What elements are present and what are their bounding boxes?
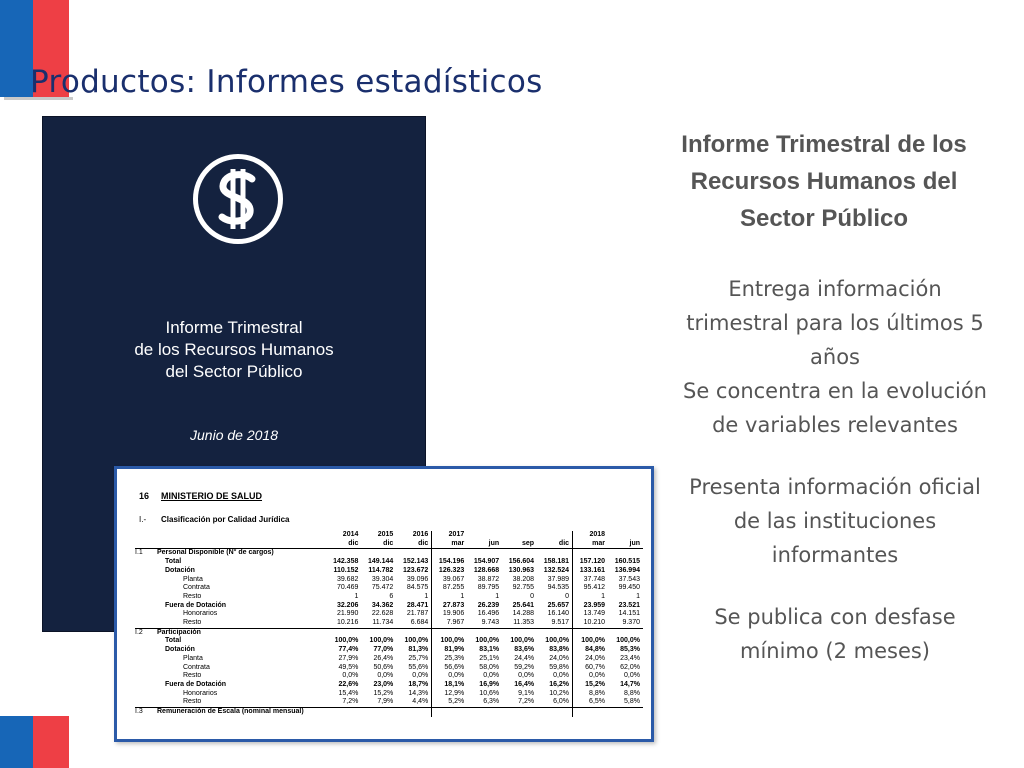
row-value: [608, 628, 643, 637]
row-value: 27,9%: [338, 654, 359, 662]
table-row: [135, 664, 643, 673]
row-label: Resto: [183, 619, 202, 627]
row-value: [608, 549, 643, 558]
row-value: 22,6%: [338, 680, 359, 688]
row-value: 59,8%: [549, 663, 570, 671]
paragraph-frequency: [650, 272, 1020, 442]
row-label: Fuera de Dotación: [165, 680, 227, 688]
table-subheading: [139, 515, 289, 524]
row-value: 25.641: [512, 601, 535, 609]
row-value: 14,7%: [620, 680, 640, 688]
row-value: [467, 708, 502, 717]
row-value: 157.120: [573, 558, 608, 567]
row-value: 18,7%: [408, 680, 429, 688]
data-table: [135, 531, 643, 717]
flag-blue-stripe: [0, 716, 33, 768]
row-value: 0,0%: [342, 672, 359, 680]
row-value: 0: [565, 592, 570, 600]
paragraph-line: mínimo (2 meses): [739, 639, 930, 663]
table-row: [135, 610, 643, 619]
header-month: jun: [629, 539, 640, 547]
row-value: 154.196: [432, 558, 467, 567]
row-value: 5,8%: [624, 698, 640, 706]
row-section-number: I.2: [135, 628, 143, 636]
row-value: 0,0%: [377, 672, 394, 680]
paragraph-line: Presenta información oficial: [689, 475, 981, 499]
cover-title-line: Informe Trimestral: [165, 318, 303, 337]
row-value: 28.471: [406, 601, 429, 609]
table-row: [135, 576, 643, 585]
row-value: 21.990: [336, 610, 359, 618]
row-label: Planta: [183, 654, 203, 662]
row-value: 60,7%: [573, 664, 608, 673]
row-value: 15,4%: [338, 689, 359, 697]
table-row: [135, 584, 643, 593]
paragraph-line: de variables relevantes: [712, 413, 958, 437]
row-value: 13.749: [573, 610, 608, 619]
row-value: 1: [424, 592, 429, 600]
table-number: 16: [139, 491, 150, 501]
table-row: [135, 672, 643, 681]
table-heading: [139, 491, 262, 501]
row-value: 24,0%: [549, 654, 570, 662]
row-value: 37.543: [618, 575, 640, 583]
row-value: 27.873: [432, 602, 467, 611]
row-label: Total: [165, 637, 182, 645]
row-value: 158.181: [543, 558, 570, 566]
row-label: Total: [165, 558, 182, 566]
row-value: 25.657: [547, 601, 570, 609]
row-value: 15,2%: [373, 689, 394, 697]
table-row: [135, 655, 643, 664]
header-month: dic: [558, 539, 570, 547]
paragraph-line: trimestral para los últimos 5: [686, 311, 984, 335]
row-value: 83,6%: [514, 646, 535, 654]
row-value: 1: [354, 592, 359, 600]
header-month: mar: [432, 540, 467, 549]
row-value: 100,0%: [510, 637, 535, 645]
row-value: 6: [389, 592, 394, 600]
row-value: 14.151: [618, 610, 640, 618]
row-value: 0,0%: [553, 672, 570, 680]
row-value: 100,0%: [334, 637, 359, 645]
table-row: [135, 637, 643, 646]
row-value: 34.362: [371, 601, 394, 609]
row-value: 6.684: [410, 619, 429, 627]
flag-red-stripe: [33, 716, 69, 768]
table-row: [135, 690, 643, 699]
row-value: 16,4%: [514, 680, 535, 688]
row-value: 26.239: [477, 601, 500, 609]
table-section-row: [135, 628, 643, 637]
row-value: 136.994: [614, 566, 640, 574]
row-value: 92.755: [512, 584, 535, 592]
paragraph-line: años: [810, 345, 860, 369]
row-label: Resto: [183, 698, 202, 706]
row-value: 10.210: [573, 619, 608, 628]
row-value: 9.517: [551, 619, 570, 627]
row-value: 12,9%: [432, 690, 467, 699]
table-section-number: I.-: [139, 515, 147, 524]
row-value: 0,0%: [432, 672, 467, 681]
table-row: [135, 681, 643, 690]
row-value: 21.787: [406, 610, 429, 618]
row-value: 100,0%: [432, 637, 467, 646]
cover-title-line: de los Recursos Humanos: [134, 340, 334, 359]
row-value: 7,2%: [518, 698, 535, 706]
row-value: 5,2%: [432, 698, 467, 707]
cover-title: [43, 317, 425, 383]
row-value: 58,0%: [479, 663, 500, 671]
row-value: 26,4%: [373, 654, 394, 662]
row-value: 0,0%: [518, 672, 535, 680]
header-year: 2016: [412, 531, 429, 538]
row-value: 23.959: [573, 602, 608, 611]
row-label: Contrata: [183, 584, 210, 592]
table-row: [135, 593, 643, 602]
row-value: 16,2%: [549, 680, 570, 688]
row-value: 8,8%: [573, 690, 608, 699]
row-value: 56,6%: [432, 664, 467, 673]
row-value: [361, 708, 396, 717]
row-value: 130.963: [508, 566, 535, 574]
header-year: 2014: [342, 531, 359, 538]
row-value: 84.575: [406, 584, 429, 592]
row-value: [326, 708, 361, 717]
row-value: 1: [432, 593, 467, 602]
row-value: 100,0%: [404, 637, 429, 645]
row-value: 25,7%: [408, 654, 429, 662]
row-value: [361, 549, 396, 558]
row-label: Planta: [183, 575, 203, 583]
table-section-title: Clasificación por Calidad Jurídica: [161, 515, 290, 524]
row-value: 38.872: [477, 575, 500, 583]
paragraph-line: informantes: [771, 543, 899, 567]
table-row: [135, 646, 643, 655]
right-heading: [650, 126, 998, 237]
header-month: dic: [383, 539, 394, 547]
row-value: 25,3%: [432, 655, 467, 664]
table-row: [135, 619, 643, 628]
row-value: [573, 628, 608, 637]
row-section-label: Remuneración de Escala (nominal mensual): [157, 708, 304, 716]
header-year: [537, 531, 572, 540]
row-value: 110.152: [333, 566, 359, 574]
slide-title: Productos: Informes estadísticos: [30, 64, 543, 100]
row-value: 23.521: [618, 601, 640, 609]
table-section-row: [135, 708, 643, 717]
row-value: 25,1%: [479, 654, 500, 662]
row-value: [573, 549, 608, 558]
row-value: 100,0%: [616, 637, 640, 645]
paragraph-line: de las instituciones: [733, 509, 937, 533]
dollar-seal-glyph: [198, 159, 278, 239]
row-value: 37.748: [573, 576, 608, 585]
header-year: [608, 531, 643, 540]
heading-line: Informe Trimestral de los: [681, 131, 967, 158]
row-value: [396, 628, 431, 637]
paragraph-line: Se publica con desfase: [714, 605, 956, 629]
row-value: [361, 628, 396, 637]
row-value: 1: [573, 593, 608, 602]
row-value: 75.472: [371, 584, 394, 592]
row-value: [396, 708, 431, 717]
row-value: 37.989: [547, 575, 570, 583]
table-row: [135, 602, 643, 611]
row-value: 9,1%: [518, 689, 535, 697]
row-value: 23,0%: [373, 680, 394, 688]
row-value: 55,6%: [408, 663, 429, 671]
row-value: 0,0%: [412, 672, 429, 680]
row-value: [326, 628, 361, 637]
row-value: 9.743: [481, 619, 500, 627]
row-value: 94.535: [547, 584, 570, 592]
row-value: 9.370: [622, 619, 640, 627]
header-spacer: [135, 531, 326, 540]
row-value: 39.304: [371, 575, 394, 583]
row-label: [135, 628, 326, 637]
header-year: [467, 531, 502, 540]
row-value: 100,0%: [573, 637, 608, 646]
row-value: 11.353: [513, 619, 535, 627]
paragraph-official: [650, 470, 1020, 572]
row-value: 1: [495, 592, 500, 600]
row-section-number: I.1: [135, 549, 143, 557]
row-value: 7,9%: [377, 698, 394, 706]
table-header-years: [135, 531, 643, 540]
row-value: 0,0%: [483, 672, 500, 680]
row-value: [608, 708, 643, 717]
row-value: 24,4%: [514, 654, 535, 662]
table-row: [135, 558, 643, 567]
row-value: 19.906: [432, 610, 467, 619]
header-year: [502, 531, 537, 540]
row-value: [396, 549, 431, 558]
heading-line: Sector Público: [739, 205, 909, 232]
row-value: 152.143: [402, 558, 429, 566]
row-value: 62,0%: [620, 663, 640, 671]
flag-blue-stripe: [0, 0, 33, 97]
row-value: 100,0%: [475, 637, 500, 645]
row-value: 87.255: [432, 584, 467, 593]
row-value: [467, 628, 502, 637]
row-label: Dotación: [165, 566, 195, 574]
row-value: 39.067: [432, 576, 467, 585]
row-value: 16,9%: [479, 680, 500, 688]
row-value: [537, 549, 572, 558]
table-row: [135, 698, 643, 707]
header-year: 2017: [432, 531, 467, 540]
row-section-label: Personal Disponible (N° de cargos): [157, 549, 274, 557]
row-value: 149.144: [367, 558, 394, 566]
row-value: 22.628: [371, 610, 394, 618]
header-month: mar: [573, 540, 608, 549]
row-value: 89.795: [477, 584, 500, 592]
table-section-row: [135, 549, 643, 558]
row-value: [502, 628, 537, 637]
row-value: [432, 628, 467, 637]
flag-decoration-bottom: [0, 716, 69, 768]
table-header-months: [135, 540, 643, 549]
row-value: 160.515: [614, 558, 640, 566]
paragraph-publication: [650, 600, 1020, 668]
row-value: 11.734: [372, 619, 394, 627]
row-section-number: I.3: [135, 708, 143, 716]
row-value: [573, 708, 608, 717]
row-value: [432, 549, 467, 558]
row-value: 38.208: [512, 575, 535, 583]
header-year: 2018: [573, 531, 608, 540]
row-value: 100,0%: [369, 637, 394, 645]
header-month: dic: [418, 539, 429, 547]
row-label: Honorarios: [183, 689, 218, 697]
row-value: 100,0%: [545, 637, 570, 645]
row-value: 0,0%: [573, 672, 608, 681]
row-value: 18,1%: [432, 681, 467, 690]
row-label: [135, 708, 326, 717]
row-value: 133.161: [573, 567, 608, 576]
row-value: 4,4%: [412, 698, 429, 706]
row-value: 32.206: [336, 601, 359, 609]
row-label: Dotación: [165, 646, 195, 654]
row-label: Honorarios: [183, 610, 218, 618]
row-value: 39.096: [406, 575, 429, 583]
row-value: 23,4%: [620, 654, 640, 662]
row-value: 8,8%: [624, 689, 640, 697]
row-value: 0: [530, 592, 535, 600]
row-value: 70.469: [336, 584, 359, 592]
row-value: 10,6%: [479, 689, 500, 697]
row-value: 16.496: [477, 610, 500, 618]
row-value: 77,4%: [338, 646, 359, 654]
row-value: 154.907: [473, 558, 500, 566]
row-label: Fuera de Dotación: [165, 601, 227, 609]
row-value: 77,0%: [373, 646, 394, 654]
cover-title-line: del Sector Público: [165, 362, 303, 381]
row-value: 123.672: [402, 566, 429, 574]
table-ministry: MINISTERIO DE SALUD: [161, 491, 263, 501]
row-value: 128.668: [473, 566, 500, 574]
header-month: sep: [522, 539, 535, 547]
row-value: [537, 628, 572, 637]
row-value: 16.140: [547, 610, 570, 618]
row-value: 14,3%: [408, 689, 429, 697]
row-value: 39.682: [336, 575, 359, 583]
row-value: 99.450: [618, 584, 640, 592]
row-value: 14.288: [512, 610, 535, 618]
statistics-table-preview: [114, 466, 654, 742]
row-label: Contrata: [183, 663, 210, 671]
dollar-seal-icon: [193, 154, 283, 244]
row-value: 85,3%: [620, 646, 640, 654]
row-value: 81,9%: [432, 646, 467, 655]
row-value: 50,6%: [373, 663, 394, 671]
row-value: [432, 708, 467, 717]
row-value: 59,2%: [514, 663, 535, 671]
row-value: 95.412: [573, 584, 608, 593]
row-section-label: Participación: [157, 628, 201, 636]
row-value: 49,5%: [338, 663, 359, 671]
row-value: 83,8%: [549, 646, 570, 654]
row-value: 7,2%: [342, 698, 359, 706]
row-value: 10,2%: [549, 689, 570, 697]
row-label: Resto: [183, 672, 202, 680]
header-spacer: [135, 540, 326, 549]
header-month: dic: [348, 539, 359, 547]
row-value: 24,0%: [573, 655, 608, 664]
row-value: 6,3%: [483, 698, 500, 706]
row-value: 142.358: [333, 558, 359, 566]
row-value: 6,0%: [553, 698, 570, 706]
row-value: 132.524: [543, 566, 570, 574]
row-value: 84,8%: [573, 646, 608, 655]
cover-date: Junio de 2018: [190, 427, 278, 443]
row-value: 0,0%: [624, 672, 640, 680]
table-row: [135, 567, 643, 576]
row-value: [467, 549, 502, 558]
header-year: 2015: [377, 531, 394, 538]
header-month: jun: [488, 539, 500, 547]
row-value: [502, 549, 537, 558]
row-value: 156.604: [508, 558, 535, 566]
row-label: [135, 549, 326, 558]
row-value: 7.967: [432, 619, 467, 628]
row-value: 81,3%: [408, 646, 429, 654]
row-value: 83,1%: [479, 646, 500, 654]
row-value: [326, 549, 361, 558]
heading-line: Recursos Humanos del: [690, 168, 958, 195]
row-value: 1: [636, 592, 640, 600]
row-value: 10.216: [336, 619, 359, 627]
row-value: 15,2%: [573, 681, 608, 690]
paragraph-line: Se concentra en la evolución: [683, 379, 987, 403]
row-value: 126.323: [432, 567, 467, 576]
row-label: Resto: [183, 592, 202, 600]
paragraph-line: Entrega información: [728, 277, 942, 301]
row-value: 114.782: [368, 566, 394, 574]
row-value: 6,5%: [573, 698, 608, 707]
row-value: [537, 708, 572, 717]
row-value: [502, 708, 537, 717]
